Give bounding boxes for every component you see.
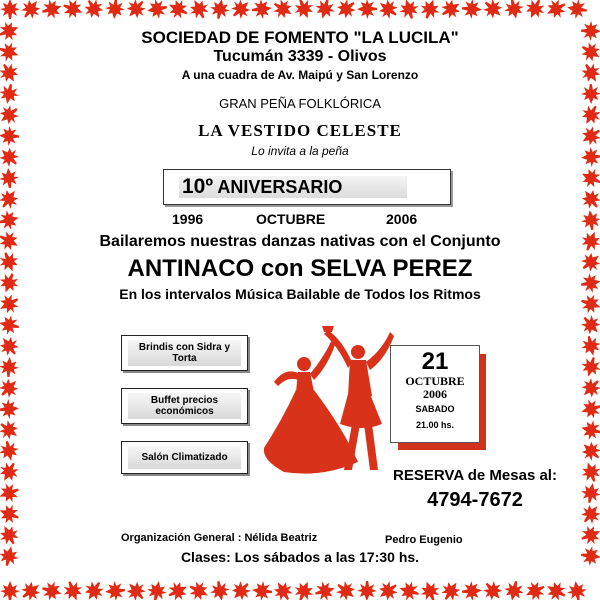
reservation-phone: 4794-7672 [427,489,523,511]
anniversary-label: ANIVERSARIO [217,177,343,197]
year-start: 1996 [172,211,204,227]
invite-line: Lo invita a la peña [251,144,349,158]
date-month: OCTUBRE [405,374,465,388]
organization-credit-2: Pedro Eugenio [385,534,463,546]
anniversary-text [182,175,342,199]
band-name: ANTINACO con SELVA PEREZ [127,255,473,282]
feature-label: Brindis con Sidra y Torta [128,340,241,366]
feature-label: Buffet precios económicos [128,393,241,419]
anniversary-banner [163,169,451,205]
directions: A una cuadra de Av. Maipú y San Lorenzo [181,68,419,82]
reservation-label: RESERVA de Mesas al: [393,467,557,484]
feature-label: Salón Climatizado [128,446,241,469]
date-day: 21 [421,348,449,375]
date-card [390,345,480,443]
anniversary-number: 10º [182,175,214,198]
date-time: 21.00 hs. [415,420,455,430]
event-type: GRAN PEÑA FOLKLÓRICA [219,96,381,111]
year-end: 2006 [386,211,418,227]
organization-title: SOCIEDAD DE FOMENTO "LA LUCILA" [141,28,459,47]
intervals-line: En los intervalos Música Bailable de Todos los Ritmos [119,286,481,302]
organization-credit: Organización General : Nélida Beatriz [121,532,318,544]
folk-dancers-illustration [262,320,402,482]
feature-box-buffet [121,388,248,424]
event-name: LA VESTIDO CELESTE [198,121,402,140]
address: Tucumán 3339 - Olivos [213,48,387,65]
classes-schedule: Clases: Los sábados a las 17:30 hs. [180,549,420,565]
date-year: 2006 [423,387,447,401]
program-line: Bailaremos nuestras danzas nativas con el Conjunto [99,233,501,250]
feature-box-brindis [121,335,248,371]
anniversary-month: OCTUBRE [256,211,326,227]
date-weekday: SABADO [415,404,455,414]
feature-box-salon [121,441,248,474]
